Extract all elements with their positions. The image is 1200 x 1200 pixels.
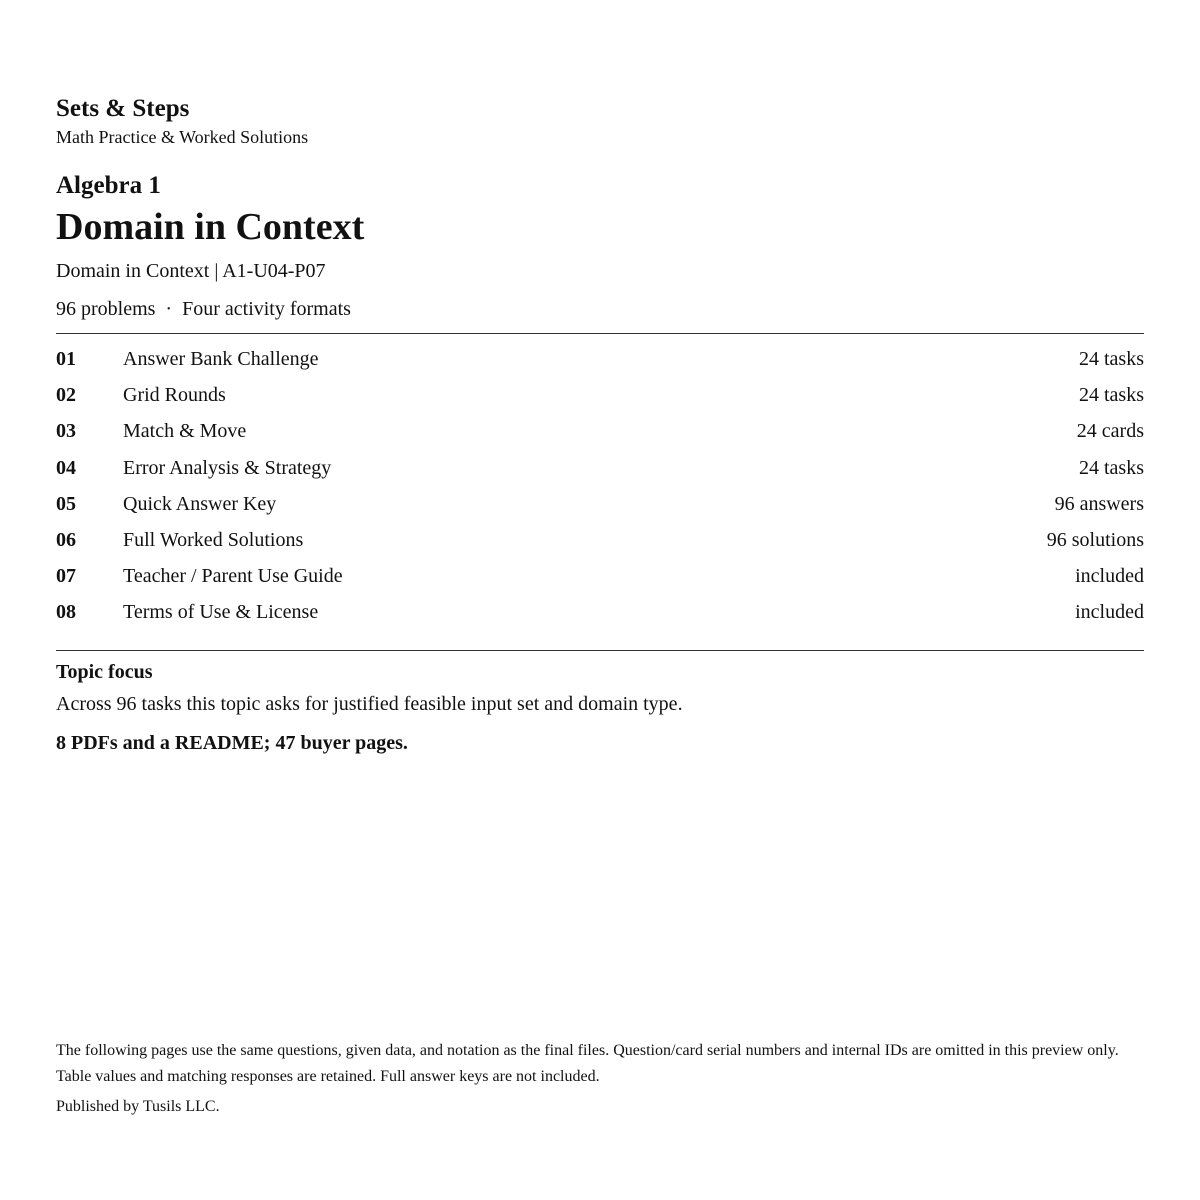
preview-page — [56, 0, 1144, 1200]
list-item — [56, 413, 1144, 449]
publisher-note: Published by Tusils LLC. — [56, 1098, 220, 1115]
item-number: 04 — [56, 456, 76, 479]
list-item — [56, 450, 1144, 486]
item-name: Terms of Use & License — [123, 601, 319, 624]
page-title: Domain in Context — [56, 206, 365, 248]
item-name: Answer Bank Challenge — [123, 348, 319, 370]
product-summary: 96 problems · Four activity formats — [56, 298, 351, 320]
topic-focus-heading: Topic focus — [56, 661, 153, 683]
item-count: 96 solutions — [1046, 528, 1144, 551]
item-number: 05 — [56, 492, 76, 515]
course-name: Algebra 1 — [56, 172, 161, 199]
contents-list — [56, 341, 1144, 631]
item-number: 03 — [56, 420, 76, 443]
brand-name: Sets & Steps — [56, 95, 190, 122]
divider — [56, 333, 1144, 334]
list-item — [56, 522, 1144, 558]
item-number: 07 — [56, 565, 76, 588]
item-count: 24 tasks — [1079, 384, 1144, 407]
item-name: Full Worked Solutions — [123, 528, 304, 551]
item-name: Error Analysis & Strategy — [123, 456, 332, 479]
item-name: Match & Move — [123, 420, 247, 443]
divider — [56, 650, 1144, 651]
list-item — [56, 594, 1144, 630]
topic-focus-text: Across 96 tasks this topic asks for justified feasible input set and domain type. — [56, 693, 683, 715]
item-number: 02 — [56, 384, 76, 407]
preview-disclaimer: The following pages use the same questions, given data, and notation as the final files. Question/card serial numbers and internal IDs are omitted in this preview only. Table values and matching responses are retained. Full answer keys are not included. — [56, 1042, 1119, 1085]
item-count: included — [1075, 565, 1144, 588]
item-name: Grid Rounds — [123, 384, 226, 407]
item-count: included — [1075, 601, 1144, 624]
list-item — [56, 341, 1144, 377]
item-name: Teacher / Parent Use Guide — [123, 565, 343, 588]
list-item — [56, 486, 1144, 522]
item-number: 08 — [56, 601, 76, 624]
item-count: 24 tasks — [1079, 348, 1144, 370]
product-code: Domain in Context | A1-U04-P07 — [56, 260, 326, 282]
item-count: 24 cards — [1076, 420, 1144, 443]
files-note: 8 PDFs and a README; 47 buyer pages. — [56, 732, 408, 754]
item-number: 06 — [56, 528, 76, 551]
list-item — [56, 558, 1144, 594]
item-name: Quick Answer Key — [123, 492, 277, 515]
item-count: 24 tasks — [1079, 456, 1144, 479]
list-item — [56, 377, 1144, 413]
item-number: 01 — [56, 348, 76, 370]
brand-tagline: Math Practice & Worked Solutions — [56, 127, 309, 147]
item-count: 96 answers — [1054, 492, 1144, 515]
